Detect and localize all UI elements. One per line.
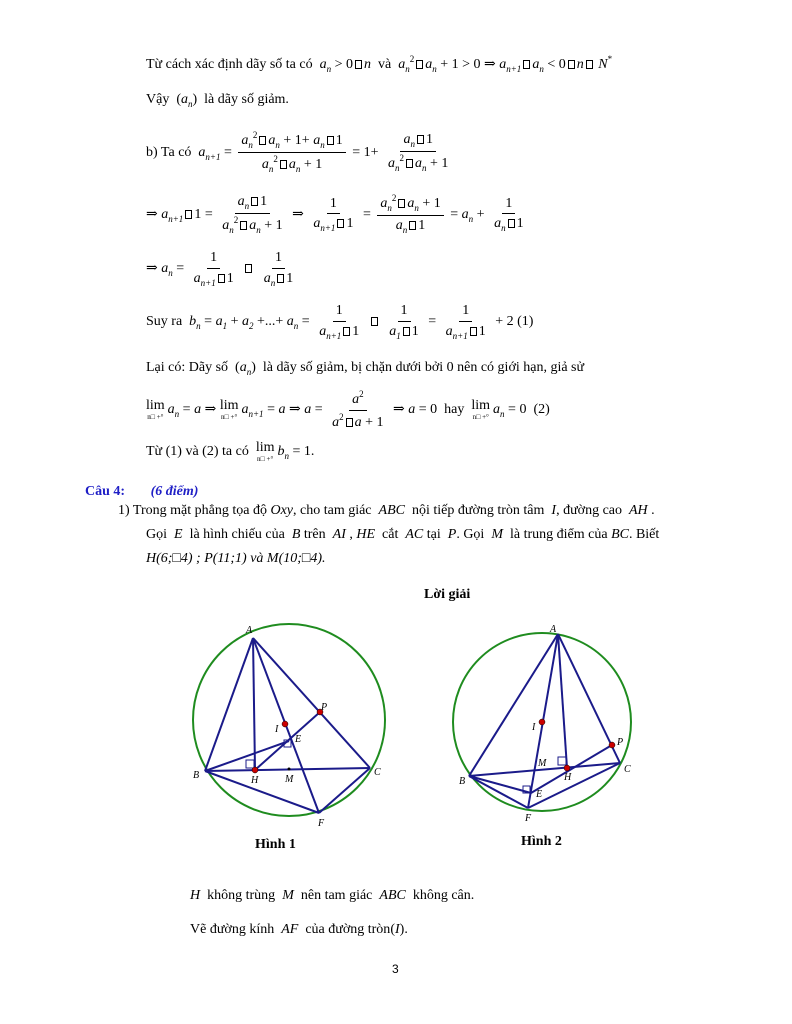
question-points: (6 điểm) [150,484,199,499]
svg-text:F: F [318,818,325,829]
svg-text:B: B [193,770,200,781]
svg-text:I: I [532,722,536,733]
figure-2 [445,620,640,825]
circumcircle-1 [193,624,385,816]
line-an: ⇒ $a_n$ = $\frac{1}{a_{n+1} 1}$ $\frac{1}{a_n 1}$ [146,250,294,288]
svg-text:A: A [550,624,557,635]
line-not-isosceles: H không trùng M nên tam giác ABC không cân. [190,888,475,903]
svg-text:M: M [285,774,294,785]
svg-text:C: C [624,764,631,775]
svg-text:I: I [275,724,279,735]
figure-2-caption: Hình 2 [521,834,562,849]
svg-text:M: M [538,758,547,769]
svg-text:E: E [536,789,543,800]
svg-text:C: C [374,767,381,778]
line-transform: ⇒ $a_{n+1}$ 1 = $\frac{a_n 1}{a_n^2 a_n + 1}$ ⇒ $\frac{1}{a_{n+1} 1}$ = $\frac{a_n^2 a_n + 1}{a_n 1}$ = $a_n$ + $\frac{1}{a_n 1}$ [146,193,524,236]
svg-text:F: F [525,813,532,824]
question-label: Câu 4: [85,484,126,499]
svg-text:E: E [295,734,302,745]
question-line-2: Gọi E là hình chiếu của B trên AI , HE cắt AC tại P. Gọi M là trung điểm của BC. Biết [146,527,660,542]
question-line-1: 1) Trong mặt phẳng tọa độ Oxy, cho tam giác ABC nội tiếp đường tròn tâm I, đường cao AH . [118,503,655,518]
line-monotonic-check: Từ cách xác định dãy số ta có $a_n > 0$ n và $a_n^2$ $a_n + 1 > 0$ ⇒ $a_{n+1}$ $a_n < 0$ n N* [146,54,613,74]
line-bn: Suy ra $b_n = a_1 + a_2$ +...+ $a_n$ = $\frac{1}{a_{n+1} 1}$ $\frac{1}{a_1 1}$ = $\frac{1}{a_{n+1} 1}$ + 2 (1) [146,303,534,341]
svg-text:H: H [564,772,572,783]
svg-text:P: P [617,737,624,748]
solution-title: Lời giải [424,587,471,602]
line-bounded: Lại có: Dãy số $(a_n)$ là dãy số giảm, bị chặn dưới bởi 0 nên có giới hạn, giả sử [146,360,585,377]
line-limit: lim n□ +° $a_n = a$ ⇒ lim n□ +° $a_{n+1} = a$ ⇒ a = $\frac{a^2}{a^2 a + 1}$ ⇒ a = 0 hay lim n□ +° $a_n = 0$ (2) [146,389,550,430]
question-coords: H(6;□4) ; P(11;1) và M(10;□4). [146,551,326,566]
svg-text:B: B [459,776,466,787]
svg-text:H: H [251,775,259,786]
page-number: 3 [392,962,399,976]
text: Từ cách xác định dãy số ta có [146,57,313,72]
figure-1 [186,620,396,835]
line-decreasing: Vậy $(a_n)$ là dãy số giảm. [146,92,289,109]
svg-text:A: A [246,625,253,636]
question-header [85,484,198,501]
line-part-b: b) Ta có $a_{n+1}$ = $\frac{a_n^2 a_n + 1+ a_n 1}{a_n^2 a_n + 1}$ = 1+ $\frac{a_n 1}{a_n^2 a_n + 1}$ [146,130,449,175]
line-conclusion: Từ (1) và (2) ta có lim n□ +° $b_n = 1$. [146,440,315,463]
figure-1-caption: Hình 1 [255,837,296,852]
line-diameter: Vẽ đường kính AF của đường tròn(I). [190,922,408,937]
svg-text:P: P [321,702,328,713]
